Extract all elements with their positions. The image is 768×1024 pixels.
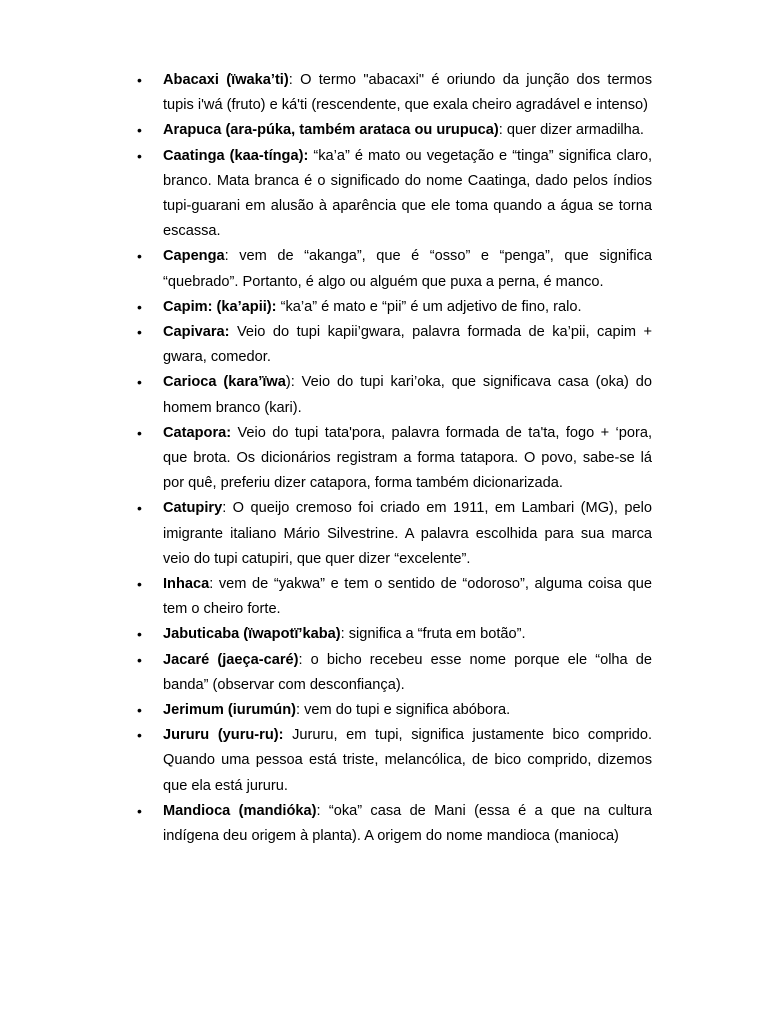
bullet-icon: •: [137, 626, 142, 643]
entry-term: Catapora:: [163, 424, 232, 441]
entry-definition: : O termo "abacaxi" é oriundo da junção dos termos tupis i'wá (fruto) e ká'ti (rescendente, que exala cheiro agradável e intenso): [163, 72, 652, 114]
entry-term: Capenga: [163, 248, 225, 265]
entry-term: Jururu (yuru-ru):: [163, 727, 284, 744]
entry-definition: : quer dizer armadilha.: [498, 122, 644, 139]
bullet-icon: •: [137, 500, 142, 517]
entry-definition: : O queijo cremoso foi criado em 1911, em Lambari (MG), pelo imigrante italiano Mário Silvestrine. A palavra escolhida para sua marca veio do tupi catupiri, que quer dizer “excelente”.: [163, 500, 652, 567]
entry-term: Mandioca (mandióka): [163, 802, 317, 819]
glossary-entry: [137, 118, 652, 143]
entry-definition: ): Veio do tupi kari’oka, que significava casa (oka) do homem branco (kari).: [163, 374, 652, 416]
glossary-entry: [137, 799, 652, 849]
glossary-entry: [137, 68, 652, 118]
glossary-entry: [137, 723, 652, 799]
bullet-icon: •: [137, 424, 142, 441]
entry-term: Caatinga (kaa-tínga):: [163, 147, 309, 164]
bullet-icon: •: [137, 727, 142, 744]
entry-term: Inhaca: [163, 576, 210, 593]
entry-definition: Veio do tupi kapii’gwara, palavra formada de ka’pii, capim + gwara, comedor.: [163, 324, 652, 366]
entry-definition: Jururu, em tupi, significa justamente bico comprido. Quando uma pessoa está triste, melancólica, de bico comprido, dizemos que ela está jururu.: [163, 727, 653, 794]
entry-definition: Veio do tupi tata'pora, palavra formada de ta'ta, fogo + ‘pora, que brota. Os dicionários registram a forma tatapora. O povo, sabe-se lá por quê, preferiu dizer catapora, forma também dicionarizada.: [163, 424, 652, 492]
entry-term: Jerimum (iurumún): [163, 702, 296, 719]
bullet-icon: •: [137, 298, 142, 315]
bullet-icon: •: [137, 702, 142, 719]
bullet-icon: •: [137, 651, 142, 668]
entry-definition: : o bicho recebeu esse nome porque ele “olha de banda” (observar com desconfiança).: [163, 651, 652, 693]
bullet-icon: •: [137, 576, 142, 593]
entry-term: Carioca (kara’ïwa: [163, 374, 286, 391]
entry-term: Capim: (ka’apii):: [163, 298, 277, 315]
entry-term: Catupiry: [163, 500, 223, 517]
bullet-icon: •: [137, 374, 142, 391]
bullet-icon: •: [137, 248, 142, 265]
bullet-icon: •: [137, 802, 142, 819]
entry-definition: “ka’a” é mato ou vegetação e “tinga” significa claro, branco. Mata branca é o significado do nome Caatinga, dado pelos índios tupi-guarani em alusão à aparência que ele toma quando a água se torna escassa.: [163, 147, 653, 240]
entry-definition: : vem de “akanga”, que é “osso” e “penga”, que significa “quebrado”. Portanto, é algo ou alguém que puxa a perna, é manco.: [163, 248, 652, 290]
glossary-entry: [137, 698, 652, 723]
entry-definition: : vem do tupi e significa abóbora.: [295, 702, 511, 719]
bullet-icon: •: [137, 122, 142, 139]
entry-definition: : vem de “yakwa” e tem o sentido de “odoroso”, alguma coisa que tem o cheiro forte.: [163, 576, 652, 618]
bullet-icon: •: [137, 324, 142, 341]
glossary-entry: [137, 320, 652, 370]
entry-definition: : “oka” casa de Mani (essa é a que na cultura indígena deu origem à planta). A origem do nome mandioca (manioca): [163, 802, 652, 845]
entry-definition: : significa a “fruta em botão”.: [340, 626, 526, 643]
entry-term: Jabuticaba (ïwapotï’kaba): [163, 626, 341, 643]
glossary-entry: [137, 244, 652, 294]
glossary-entry: [137, 648, 652, 698]
entry-definition: “ka’a” é mato e “pii” é um adjetivo de fino, ralo.: [276, 298, 582, 315]
bullet-icon: •: [137, 147, 142, 164]
entry-term: Abacaxi (ïwaka’ti): [163, 72, 289, 88]
glossary-entry: [137, 622, 652, 647]
glossary-entry: [137, 370, 652, 420]
glossary-entry: [137, 421, 652, 497]
tupi-word-glossary-list: [137, 68, 652, 849]
entry-term: Capivara:: [163, 324, 230, 341]
glossary-entry: [137, 295, 652, 320]
glossary-entry: [137, 144, 652, 245]
entry-term: Arapuca (ara-púka, também arataca ou urupuca): [163, 122, 499, 139]
entry-term: Jacaré (jaeça-caré): [163, 651, 299, 668]
glossary-entry: [137, 496, 652, 572]
bullet-icon: •: [137, 72, 142, 88]
glossary-entry: [137, 572, 652, 622]
